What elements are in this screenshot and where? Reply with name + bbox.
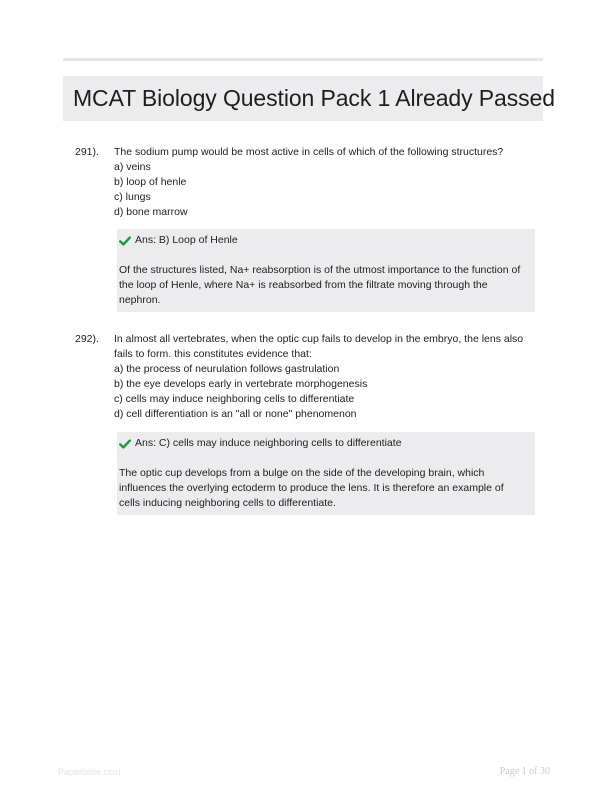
question-body <box>114 145 534 220</box>
title-banner <box>63 76 555 121</box>
question-body <box>114 332 534 422</box>
answer-line <box>119 436 526 451</box>
question-number: 291). <box>75 146 99 158</box>
option-c: c) cells may induce neighboring cells to differentiate <box>114 393 355 405</box>
question-text: In almost all vertebrates, when the optic cup fails to develop in the embryo, the lens also fails to form. this constitutes evidence that: <box>114 333 524 360</box>
checkmark-icon <box>119 235 131 247</box>
explanation-text: The optic cup develops from a bulge on the side of the developing brain, which influences the overlying ectoderm to produce the lens. It is therefore an example of cells inducing neighboring cells to differentiate. <box>119 467 504 509</box>
option-b: b) the eye develops early in vertebrate morphogenesis <box>114 378 368 390</box>
option-d: d) cell differentiation is an "all or none" phenomenon <box>114 408 357 420</box>
answer-line <box>119 233 526 248</box>
option-a: a) the process of neurulation follows gastrulation <box>114 363 340 375</box>
answer-box-292 <box>117 432 535 515</box>
option-d: d) bone marrow <box>114 206 188 218</box>
option-list <box>114 362 534 422</box>
option-list <box>114 160 534 220</box>
page-number: Page 1 of 30 <box>499 766 550 777</box>
question-text: The sodium pump would be most active in cells of which of the following structures? <box>114 146 504 158</box>
checkmark-icon <box>119 438 131 450</box>
option-c: c) lungs <box>114 191 151 203</box>
top-divider <box>63 58 543 61</box>
explanation-text: Of the structures listed, Na+ reabsorption is of the utmost importance to the function of the loop of Henle, where Na+ is reabsorbed from the filtrate moving through the nephron. <box>119 264 521 306</box>
option-b: b) loop of henle <box>114 176 187 188</box>
option-a: a) veins <box>114 161 151 173</box>
answer-text: Ans: B) Loop of Henle <box>135 234 238 246</box>
footer-site-link[interactable]: Paperbible.com <box>58 767 121 777</box>
question-number: 292). <box>75 333 99 345</box>
answer-box-291 <box>117 229 535 312</box>
answer-text: Ans: C) cells may induce neighboring cells to differentiate <box>135 437 402 449</box>
page-title: MCAT Biology Question Pack 1 Already Passed <box>73 85 555 111</box>
